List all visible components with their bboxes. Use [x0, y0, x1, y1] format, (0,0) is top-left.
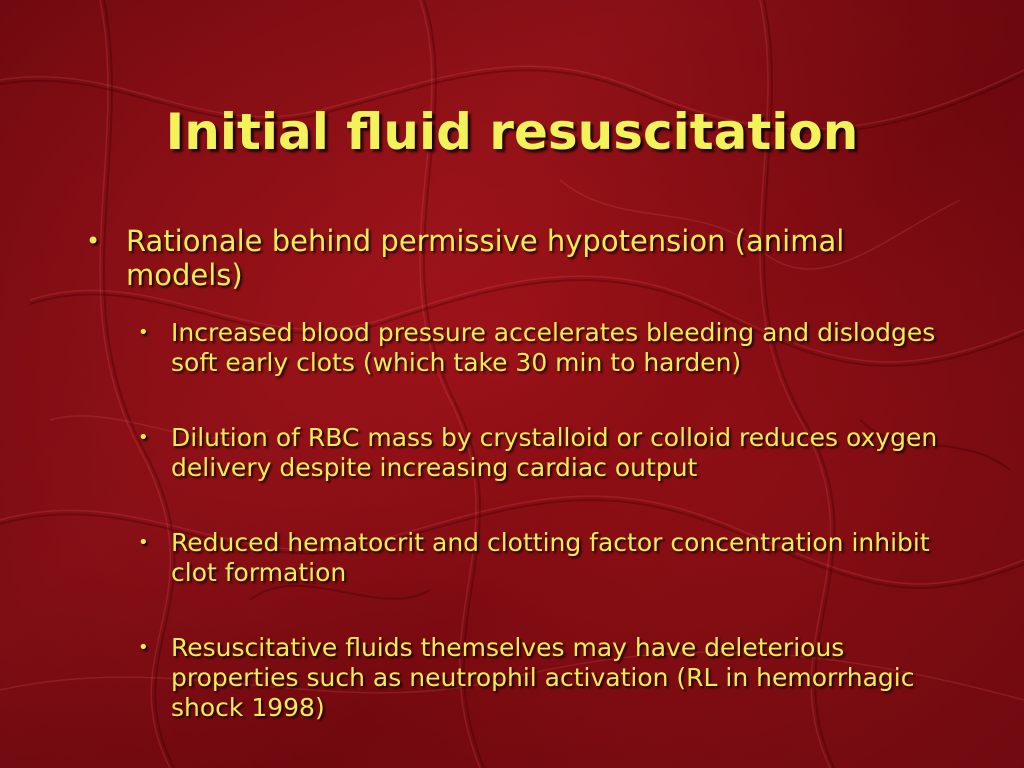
bullet-icon: •	[138, 637, 149, 658]
sub-bullet-1	[138, 318, 946, 378]
sub-bullet-4	[138, 633, 946, 723]
bullet-icon: •	[86, 227, 101, 255]
sub-bullet-text: Increased blood pressure accelerates bleeding and dislodges soft early clots (which take 30 min to harden)	[171, 318, 936, 377]
bullet-list	[86, 224, 946, 768]
sub-bullet-text: Dilution of RBC mass by crystalloid or colloid reduces oxygen delivery despite increasing cardiac output	[171, 423, 938, 482]
sub-bullet-text: Reduced hematocrit and clotting factor concentration inhibit clot formation	[171, 528, 930, 587]
bullet-icon: •	[138, 532, 149, 553]
bullet-icon: •	[138, 322, 149, 343]
main-bullet-text: Rationale behind permissive hypotension (animal models)	[126, 224, 845, 292]
sub-bullet-text: Resuscitative fluids themselves may have deleterious properties such as neutrophil activation (RL in hemorrhagic shock 1998)	[171, 633, 915, 722]
sub-bullet-3	[138, 528, 946, 588]
slide-title: Initial fluid resuscitation	[165, 103, 859, 161]
bullet-icon: •	[138, 427, 149, 448]
sub-bullet-2	[138, 423, 946, 483]
main-bullet	[86, 224, 946, 292]
